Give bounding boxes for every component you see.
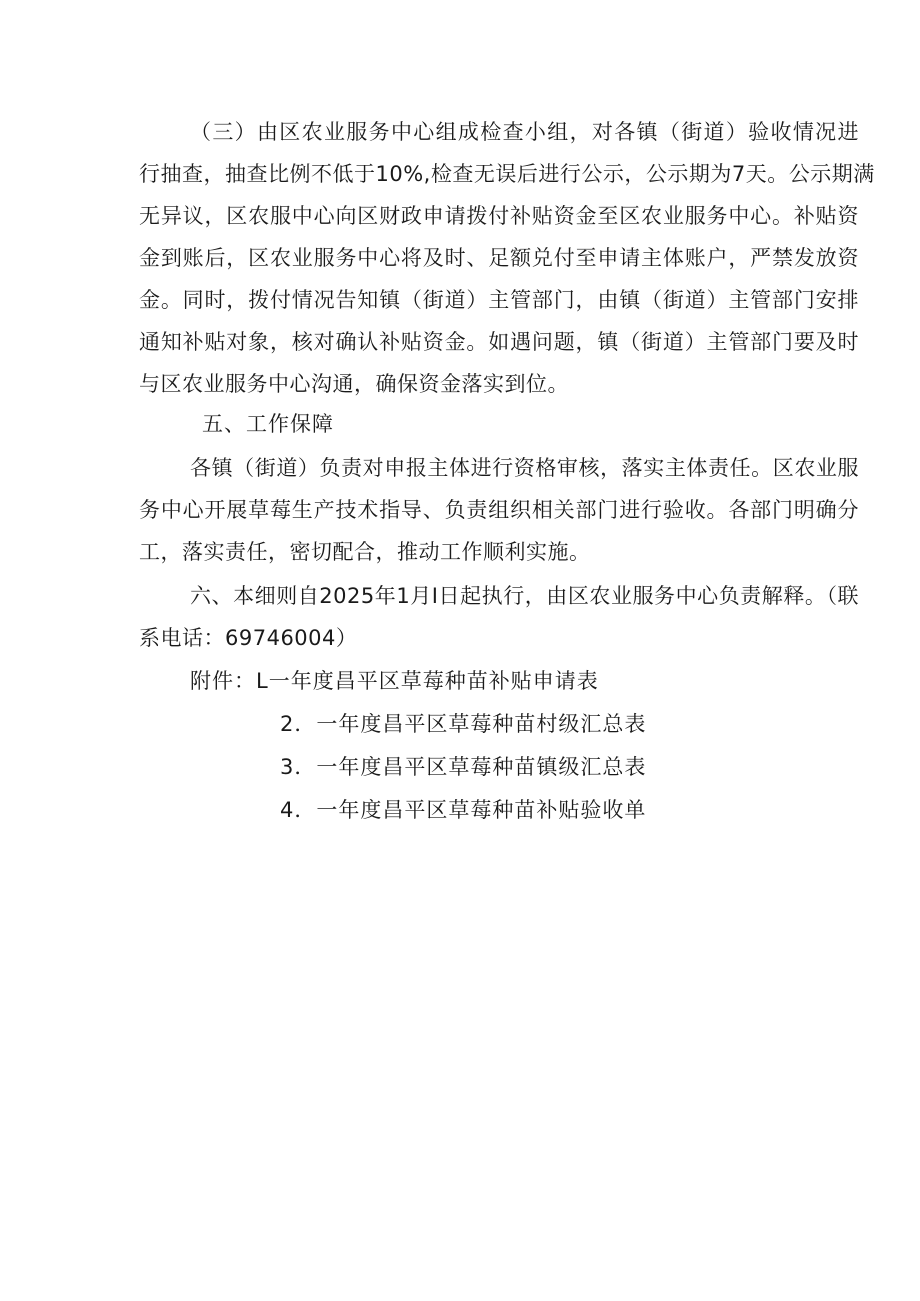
section3-line-2: 行抽查，抽查比例不低于10%,检查无误后进行公示，公示期为7天。公示期满	[139, 162, 875, 186]
attachment-item-2: 2．一年度昌平区草莓种苗村级汇总表	[280, 712, 647, 736]
section3-line-4: 金到账后，区农业服务中心将及时、足额兑付至申请主体账户，严禁发放资	[139, 246, 859, 270]
section6-line-2: 系电话：69746004）	[139, 626, 358, 650]
section5-line-2: 务中心开展草莓生产技术指导、负责组织相关部门进行验收。各部门明确分	[139, 498, 859, 522]
section3-line-7: 与区农业服务中心沟通，确保资金落实到位。	[139, 372, 569, 396]
attachment-item-3: 3．一年度昌平区草莓种苗镇级汇总表	[280, 755, 647, 779]
attachment-item-4: 4．一年度昌平区草莓种苗补贴验收单	[280, 798, 647, 822]
section5-line-3: 工，落实责任，密切配合，推动工作顺利实施。	[139, 540, 591, 564]
section3-line-6: 通知补贴对象，核对确认补贴资金。如遇问题，镇（街道）主管部门要及时	[139, 330, 859, 354]
section3-line-5: 金。同时，拨付情况告知镇（街道）主管部门，由镇（街道）主管部门安排	[139, 288, 859, 312]
section5-line-1: 各镇（街道）负责对申报主体进行资格审核，落实主体责任。区农业服	[190, 456, 859, 480]
section6-line-1: 六、本细则自2025年1月I日起执行，由区农业服务中心负责解释。（联	[190, 584, 859, 608]
section5-heading: 五、工作保障	[202, 412, 334, 436]
attachments-label: 附件：L一年度昌平区草莓种苗补贴申请表	[190, 669, 599, 693]
section3-line-3: 无异议，区农服中心向区财政申请拨付补贴资金至区农业服务中心。补贴资	[139, 204, 859, 228]
section3-line-1: （三）由区农业服务中心组成检查小组，对各镇（街道）验收情况进	[190, 120, 859, 144]
